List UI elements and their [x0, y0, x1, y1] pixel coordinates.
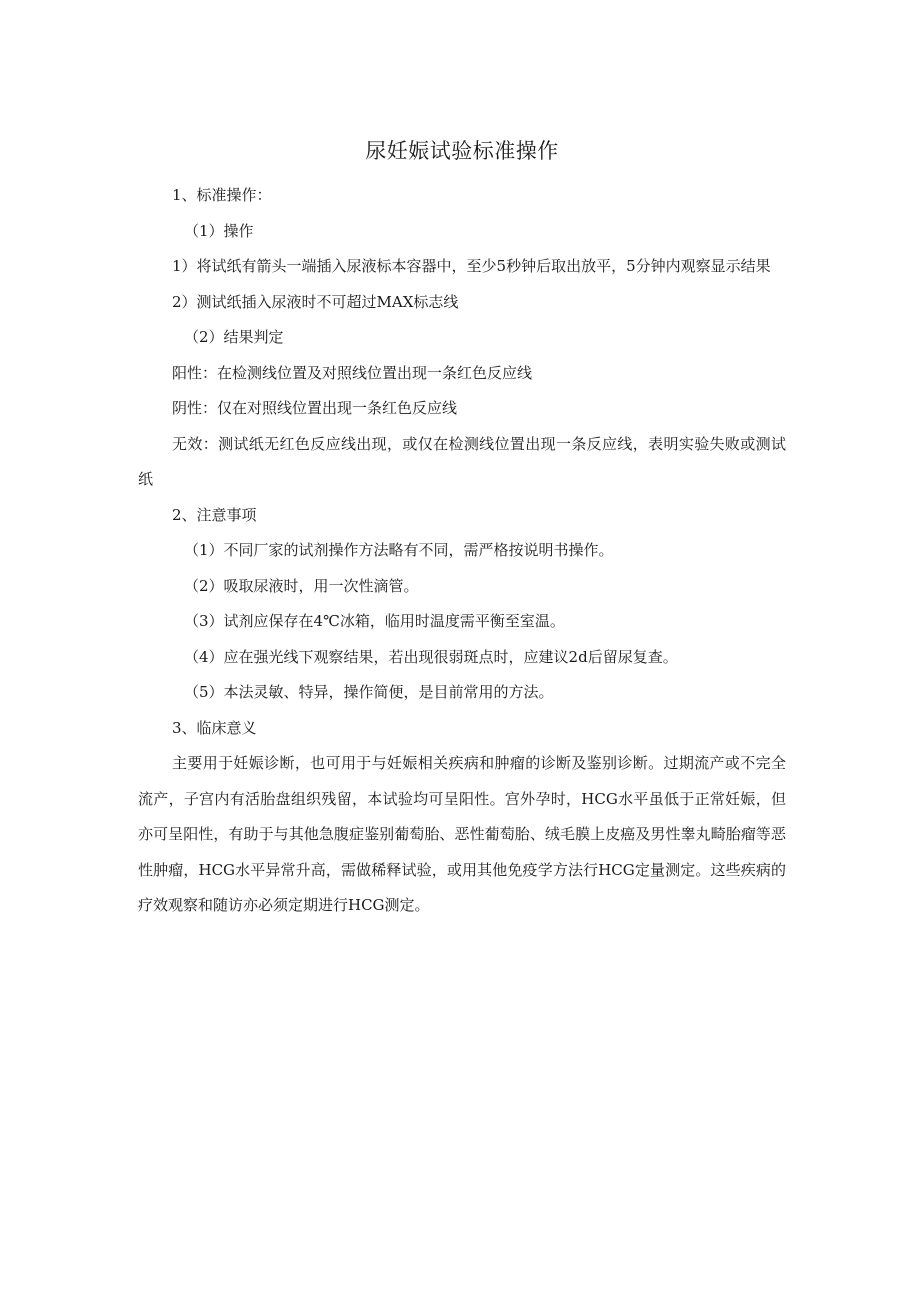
clinical-significance-body: 主要用于妊娠诊断，也可用于与妊娠相关疾病和肿瘤的诊断及鉴别诊断。过期流产或不完全流产，子宫内有活胎盘组织残留，本试验均可呈阳性。宫外孕时，HCG水平虽低于正常妊娠，但亦可呈阳性，有助于与其他急腹症鉴别葡萄胎、恶性葡萄胎、绒毛膜上皮癌及男性睾丸畸胎瘤等恶性肿瘤，HCG水平异常升高，需做稀释试验，或用其他免疫学方法行HCG定量测定。这些疾病的疗效观察和随访亦必须定期进行HCG测定。: [138, 754, 786, 914]
document-page: [138, 128, 786, 924]
operation-step-2: 2）测试纸插入尿液时不可超过MAX标志线: [172, 292, 459, 311]
precaution-item: （4）应在强光线下观察结果，若出现很弱斑点时，应建议2d后留尿复查。: [184, 647, 678, 666]
subheading-result-judgement: （2）结果判定: [184, 328, 284, 346]
precaution-item: （3）试剂应保存在4℃冰箱，临用时温度需平衡至室温。: [184, 612, 565, 630]
result-positive: 阳性：在检测线位置及对照线位置出现一条红色反应线: [172, 363, 533, 382]
section-heading-clinical-significance: 3、临床意义: [172, 718, 257, 737]
result-invalid: 无效：测试纸无红色反应线出现，或仅在检测线位置出现一条反应线，表明实验失败或测试纸: [138, 434, 786, 488]
precaution-item: （1）不同厂家的试剂操作方法略有不同，需严格按说明书操作。: [184, 541, 614, 559]
operation-step-1: 1）将试纸有箭头一端插入尿液标本容器中，至少5秒钟后取出放平，5分钟内观察显示结果: [172, 257, 771, 275]
section-heading-standard-operation: 1、标准操作：: [172, 186, 272, 204]
result-negative: 阴性：仅在对照线位置出现一条红色反应线: [172, 399, 458, 417]
subheading-operation: （1）操作: [184, 221, 254, 240]
document-title: 尿妊娠试验标准操作: [365, 139, 559, 163]
section-heading-precautions: 2、注意事项: [172, 505, 257, 524]
precaution-item: （5）本法灵敏、特异，操作简便，是目前常用的方法。: [184, 683, 554, 701]
precaution-item: （2）吸取尿液时，用一次性滴管。: [184, 576, 419, 595]
